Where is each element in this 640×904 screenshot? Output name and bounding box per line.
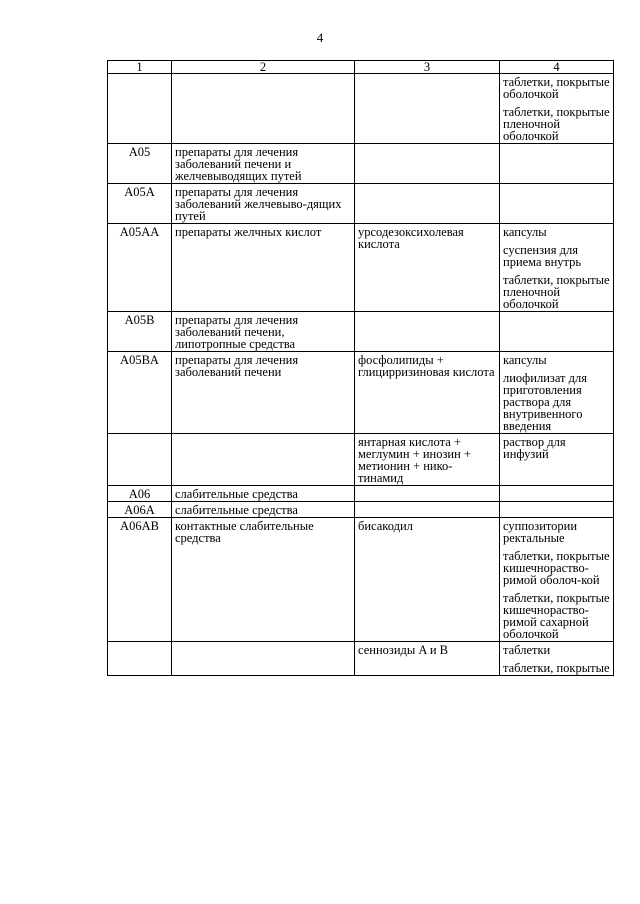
anatomical-group-cell: препараты для лечения заболеваний желчевыво-дящих путей	[172, 184, 355, 224]
column-header: 3	[355, 61, 500, 74]
anatomical-group-cell	[172, 74, 355, 144]
dosage-form: таблетки	[503, 643, 551, 657]
table-row	[108, 312, 614, 352]
atc-code-cell: A05BA	[108, 352, 172, 434]
drug-name-cell	[355, 312, 500, 352]
atc-code-cell: A06	[108, 486, 172, 502]
drug-name-cell	[355, 184, 500, 224]
dosage-form: таблетки, покрытые пленочной оболочкой	[503, 105, 610, 143]
header-row	[108, 61, 614, 74]
dosage-forms-cell	[500, 144, 614, 184]
dosage-forms-cell	[500, 184, 614, 224]
atc-code-cell: A06AB	[108, 518, 172, 642]
atc-code-cell: A05AA	[108, 224, 172, 312]
drug-name-cell	[355, 486, 500, 502]
drug-table	[107, 60, 614, 676]
dosage-form: капсулы	[503, 225, 547, 239]
dosage-form: таблетки, покрытые	[503, 661, 610, 675]
anatomical-group-cell: препараты для лечения заболеваний печени, липотропные средства	[172, 312, 355, 352]
anatomical-group-cell: препараты желчных кислот	[172, 224, 355, 312]
dosage-forms-cell	[500, 434, 614, 486]
anatomical-group-cell: слабительные средства	[172, 502, 355, 518]
atc-code-cell	[108, 642, 172, 676]
dosage-form: раствор для инфузий	[503, 435, 566, 461]
anatomical-group-cell: контактные слабительные средства	[172, 518, 355, 642]
table-row	[108, 502, 614, 518]
atc-code-cell: A05A	[108, 184, 172, 224]
dosage-forms-cell	[500, 642, 614, 676]
dosage-form: таблетки, покрытые пленочной оболочкой	[503, 273, 610, 311]
atc-code-cell: A06A	[108, 502, 172, 518]
drug-name-cell: сеннозиды A и B	[355, 642, 500, 676]
anatomical-group-cell: препараты для лечения заболеваний печени и желчевыводящих путей	[172, 144, 355, 184]
table-row	[108, 352, 614, 434]
table-row	[108, 74, 614, 144]
dosage-forms-cell	[500, 224, 614, 312]
drug-name-cell	[355, 502, 500, 518]
dosage-form: капсулы	[503, 353, 547, 367]
dosage-form: таблетки, покрытые оболочкой	[503, 75, 610, 101]
table-row	[108, 642, 614, 676]
column-header: 2	[172, 61, 355, 74]
dosage-forms-cell	[500, 352, 614, 434]
dosage-forms-cell	[500, 518, 614, 642]
dosage-form: таблетки, покрытые кишечнораство-римой сахарной оболочкой	[503, 591, 610, 641]
table-row	[108, 184, 614, 224]
atc-code-cell: A05	[108, 144, 172, 184]
drug-name-cell: урсодезоксихолевая кислота	[355, 224, 500, 312]
dosage-forms-cell	[500, 502, 614, 518]
dosage-form: таблетки, покрытые кишечнораство-римой оболоч-кой	[503, 549, 610, 587]
table-row	[108, 434, 614, 486]
atc-code-cell: A05B	[108, 312, 172, 352]
drug-name-cell: бисакодил	[355, 518, 500, 642]
dosage-form: суспензия для приема внутрь	[503, 243, 582, 269]
anatomical-group-cell: слабительные средства	[172, 486, 355, 502]
drug-name-cell: янтарная кислота + меглумин + инозин + метионин + нико-тинамид	[355, 434, 500, 486]
dosage-forms-cell	[500, 74, 614, 144]
page-number: 4	[316, 30, 324, 45]
table-row	[108, 486, 614, 502]
atc-code-cell	[108, 434, 172, 486]
drug-name-cell: фосфолипиды + глицирризиновая кислота	[355, 352, 500, 434]
anatomical-group-cell: препараты для лечения заболеваний печени	[172, 352, 355, 434]
table-body	[108, 74, 614, 676]
dosage-forms-cell	[500, 312, 614, 352]
dosage-form: суппозитории ректальные	[503, 519, 578, 545]
drug-name-cell	[355, 144, 500, 184]
column-header: 4	[500, 61, 614, 74]
column-header: 1	[108, 61, 172, 74]
table-row	[108, 144, 614, 184]
dosage-form: лиофилизат для приготовления раствора для внутривенного введения	[503, 371, 587, 433]
dosage-forms-cell	[500, 486, 614, 502]
anatomical-group-cell	[172, 642, 355, 676]
table-row	[108, 518, 614, 642]
drug-name-cell	[355, 74, 500, 144]
anatomical-group-cell	[172, 434, 355, 486]
table-row	[108, 224, 614, 312]
atc-code-cell	[108, 74, 172, 144]
